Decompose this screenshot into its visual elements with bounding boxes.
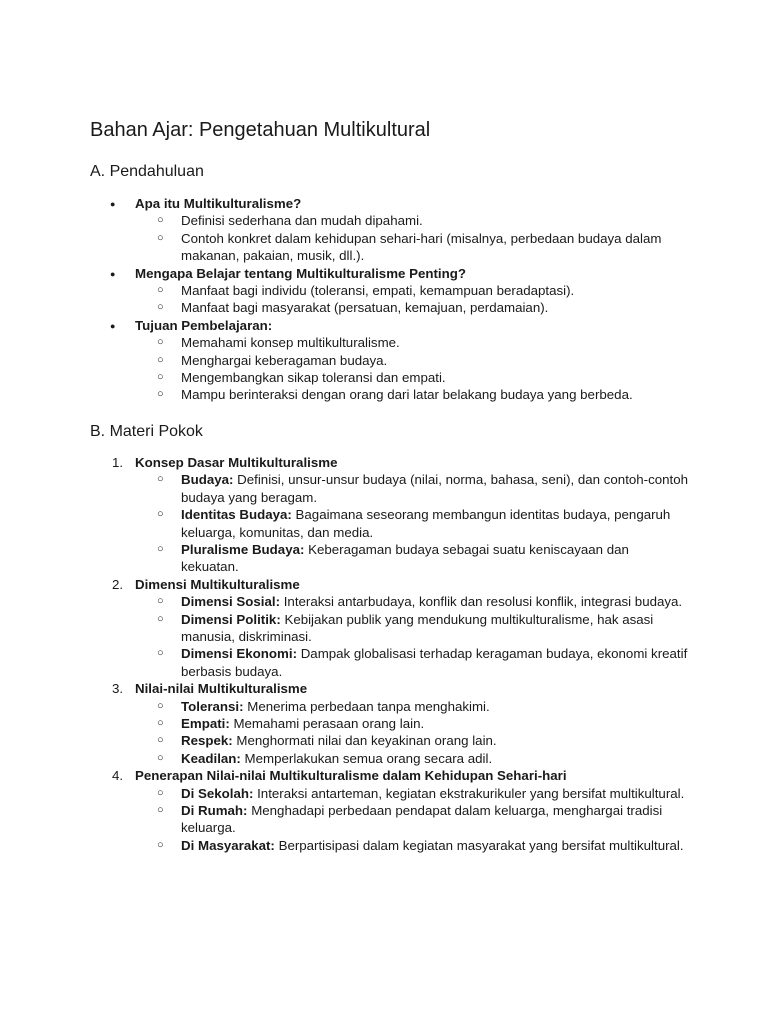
sub-list-item: [90, 230, 690, 265]
circle-bullet-marker: ○: [157, 751, 164, 764]
bullet-marker: ●: [110, 320, 116, 331]
numbered-list-materi-pokok: [90, 454, 690, 854]
circle-bullet-marker: ○: [157, 612, 164, 625]
circle-bullet-marker: ○: [157, 231, 164, 244]
sub-list-item-label: Respek:: [181, 733, 233, 749]
circle-bullet-marker: ○: [157, 734, 164, 747]
sub-list-item: [90, 541, 690, 576]
list-item-title: Konsep Dasar Multikulturalisme: [135, 454, 338, 470]
sub-list-item-text: Manfaat bagi masyarakat (persatuan, kemajuan, perdamaian).: [181, 300, 549, 316]
sub-list-item: [90, 750, 690, 767]
circle-bullet-marker: ○: [157, 336, 164, 349]
circle-bullet-marker: ○: [157, 353, 164, 366]
sub-list-item-text: Menghormati nilai dan keyakinan orang lain.: [232, 733, 497, 749]
list-item: [90, 195, 690, 212]
circle-bullet-marker: ○: [157, 371, 164, 384]
sub-list-item: [90, 506, 690, 541]
bullet-list-pendahuluan: [90, 195, 690, 404]
circle-bullet-marker: ○: [157, 542, 164, 555]
list-item-title: Penerapan Nilai-nilai Multikulturalisme dalam Kehidupan Sehari-hari: [135, 768, 567, 784]
sub-list-item-text: Menerima perbedaan tanpa menghakimi.: [243, 698, 490, 714]
list-number: 4.: [112, 768, 124, 784]
sub-list-item-text: Interaksi antarteman, kegiatan ekstrakurikuler yang bersifat multikultural.: [253, 785, 685, 801]
sub-list-item-label: Dimensi Politik:: [181, 611, 281, 627]
sub-list-item: [90, 645, 690, 680]
sub-list-item-label: Keadilan:: [181, 750, 241, 766]
circle-bullet-marker: ○: [157, 699, 164, 712]
sub-list-item-text: Bagaimana seseorang membangun identitas budaya, pengaruh keluarga, komunitas, dan media.: [181, 507, 671, 540]
document-page: [90, 116, 690, 854]
sub-list-item-text: Manfaat bagi individu (toleransi, empati, kemampuan beradaptasi).: [181, 283, 575, 299]
list-item: [90, 265, 690, 282]
document-title: Bahan Ajar: Pengetahuan Multikultural: [90, 119, 431, 141]
circle-bullet-marker: ○: [157, 508, 164, 521]
bullet-marker: ●: [110, 199, 116, 209]
sub-list-item-label: Di Masyarakat:: [181, 837, 275, 853]
circle-bullet-marker: ○: [157, 284, 164, 297]
circle-bullet-marker: ○: [157, 595, 164, 608]
sub-list-item-label: Budaya:: [181, 472, 234, 488]
list-item: [90, 317, 690, 334]
sub-list-item-text: Mampu berinteraksi dengan orang dari latar belakang budaya yang berbeda.: [181, 387, 633, 403]
sub-list-item-label: Di Rumah:: [181, 803, 248, 818]
sub-list-item: [90, 471, 690, 506]
sub-list-item: [90, 369, 690, 386]
sub-list-item-label: Di Sekolah:: [181, 785, 254, 801]
list-item-title: Tujuan Pembelajaran:: [135, 317, 273, 333]
sub-list-item-text: Interaksi antarbudaya, konflik dan resolusi konflik, integrasi budaya.: [280, 594, 683, 610]
section-heading-materi-pokok: B. Materi Pokok: [90, 422, 203, 440]
sub-list-item-label: Dimensi Ekonomi:: [181, 646, 297, 662]
numbered-list-item: [90, 680, 690, 697]
sub-list-item-text: Contoh konkret dalam kehidupan sehari-hari (misalnya, perbedaan budaya dalam makanan, pakaian, musik, dll.).: [181, 230, 662, 264]
list-number: 1.: [112, 454, 124, 470]
sub-list-item: [90, 386, 690, 403]
circle-bullet-marker: ○: [157, 214, 164, 227]
circle-bullet-marker: ○: [157, 647, 164, 660]
list-item-title: Mengapa Belajar tentang Multikulturalisme Penting?: [135, 265, 466, 281]
sub-list-item-text: Memahami perasaan orang lain.: [229, 715, 425, 731]
list-number: 3.: [112, 681, 124, 697]
sub-list-item: [90, 837, 690, 854]
sub-list-item: [90, 282, 690, 299]
sub-list-item-text: Definisi sederhana dan mudah dipahami.: [181, 213, 423, 229]
list-item-title: Dimensi Multikulturalisme: [135, 576, 300, 592]
list-item-title: Apa itu Multikulturalisme?: [135, 196, 302, 211]
sub-list-item: [90, 802, 690, 837]
sub-list-item-text: Berpartisipasi dalam kegiatan masyarakat yang bersifat multikultural.: [274, 837, 684, 853]
sub-list-item-text: Menghargai keberagaman budaya.: [181, 352, 388, 368]
sub-list-item: [90, 732, 690, 749]
numbered-list-item: [90, 767, 690, 784]
sub-list-item: [90, 334, 690, 351]
circle-bullet-marker: ○: [157, 786, 164, 799]
sub-list-item-text: Mengembangkan sikap toleransi dan empati.: [181, 370, 446, 386]
sub-list-item-label: Pluralisme Budaya:: [181, 541, 305, 557]
sub-list-item-label: Dimensi Sosial:: [181, 594, 281, 610]
sub-list-item-text: Definisi, unsur-unsur budaya (nilai, norma, bahasa, seni), dan contoh-contoh budaya yang beragam.: [181, 472, 689, 505]
sub-list-item-text: Keberagaman budaya sebagai suatu keniscayaan dan kekuatan.: [181, 541, 629, 575]
sub-list-item-text: Memperlakukan semua orang secara adil.: [240, 750, 493, 766]
circle-bullet-marker: ○: [157, 473, 164, 486]
numbered-list-item: [90, 576, 690, 593]
circle-bullet-marker: ○: [157, 838, 164, 851]
list-item-title: Nilai-nilai Multikulturalisme: [135, 681, 308, 697]
sub-list-item-text: Kebijakan publik yang mendukung multikulturalisme, hak asasi manusia, diskriminasi.: [181, 611, 654, 644]
circle-bullet-marker: ○: [157, 388, 164, 401]
sub-list-item: [90, 611, 690, 646]
section-heading-pendahuluan: A. Pendahuluan: [90, 163, 204, 180]
sub-list-item-label: Identitas Budaya:: [181, 507, 292, 523]
numbered-list-item: [90, 454, 690, 471]
sub-list-item-text: Dampak globalisasi terhadap keragaman budaya, ekonomi kreatif berbasis budaya.: [181, 646, 688, 679]
sub-list-item-label: Toleransi:: [181, 698, 244, 714]
sub-list-item-label: Empati:: [181, 715, 230, 731]
sub-list-item: [90, 698, 690, 715]
sub-list-item: [90, 212, 690, 229]
circle-bullet-marker: ○: [157, 301, 164, 314]
circle-bullet-marker: ○: [157, 716, 164, 729]
sub-list-item: [90, 299, 690, 316]
list-number: 2.: [112, 576, 124, 592]
sub-list-item-text: Menghadapi perbedaan pendapat dalam keluarga, menghargai tradisi keluarga.: [181, 803, 663, 836]
sub-list-item: [90, 785, 690, 802]
circle-bullet-marker: ○: [157, 804, 164, 816]
sub-list-item: [90, 593, 690, 610]
sub-list-item: [90, 715, 690, 732]
sub-list-item: [90, 352, 690, 369]
sub-list-item-text: Memahami konsep multikulturalisme.: [181, 335, 400, 351]
bullet-marker: ●: [110, 268, 116, 279]
